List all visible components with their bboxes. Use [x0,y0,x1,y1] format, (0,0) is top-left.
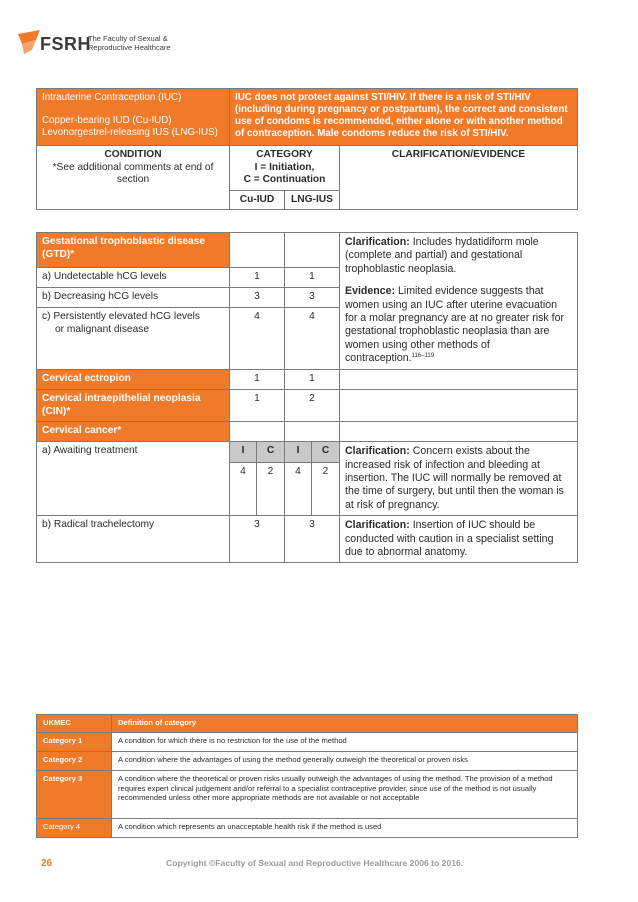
gtd-c-lng: 4 [285,308,340,370]
legend-def4: A condition which represents an unacceptable health risk if the method is used [112,819,578,838]
cancer-a-h-i1: I [230,442,257,463]
condition-note: *See additional comments at end of section [52,161,214,186]
cancer-a-clarification [340,442,578,516]
gtd-b-lng: 3 [285,288,340,308]
cancer-a-lng-i: 4 [285,462,312,515]
legend-cat1: Category 1 [37,733,112,752]
method-cell [37,89,230,146]
gtd-a-label: a) Undetectable hCG levels [37,268,230,288]
legend-def2: A condition where the advantages of using the method generally outweigh the theoretical or proven risks [112,752,578,771]
legend-h1: UKMEC [37,715,112,733]
conditions-table [36,232,578,563]
warning-cell: IUC does not protect against STI/HIV. If there is a risk of STI/HIV (including during pregnancy or postpartum), the correct and consistent use of condoms is recommended, either alone or with another method of contraception. Male condoms reduce the risk of STI/HIV. [230,89,578,146]
legend-cat2: Category 2 [37,752,112,771]
page-number: 26 [41,858,53,869]
cin-title: Cervical intraepithelial neoplasia (CIN)* [37,390,230,422]
cancer-b-clarification [340,516,578,563]
cancer-b-clar-label: Clarification: [345,519,410,532]
category-header [230,146,340,191]
method-line-2: Copper-bearing IUD (Cu-IUD) [42,115,172,126]
cancer-a-cu-c: 2 [257,462,285,515]
cancer-title-clar [340,422,578,442]
category-initiation: I = Initiation, [254,161,315,173]
cancer-b-label: b) Radical trachelectomy [37,516,230,563]
ectropion-title: Cervical ectropion [37,370,230,390]
cancer-a-label: a) Awaiting treatment [37,442,230,516]
logo-text: FSRH [40,34,91,54]
gtd-evid-label: Evidence: [345,285,396,298]
gtd-b-label: b) Decreasing hCG levels [37,288,230,308]
cancer-a-h-c2: C [312,442,340,463]
category-continuation: C = Continuation [243,174,326,186]
legend-def1: A condition for which there is no restriction for the use of the method [112,733,578,752]
gtd-a-cu: 1 [230,268,285,288]
cancer-a-h-c1: C [257,442,285,463]
legend-cat4: Category 4 [37,819,112,838]
category-label: CATEGORY [256,149,313,160]
gtd-c-line-1: c) Persistently elevated hCG levels [42,311,200,322]
cancer-b-cu: 3 [230,516,285,563]
method-line-3: Levonorgestrel-releasing IUS (LNG-IUS) [42,127,218,138]
col-cu-iud: Cu-IUD [230,190,285,210]
condition-label: CONDITION [104,149,162,160]
cancer-a-lng-c: 2 [312,462,340,515]
method-title: Intrauterine Contraception (IUC) [42,92,182,103]
clarification-header: CLARIFICATION/EVIDENCE [340,146,578,210]
gtd-evid-text: Limited evidence suggests that women using an IUC after uterine evacuation for a molar pregnancy are at no greater risk for gestational trophoblastic neoplasia than are women using other methods of contraception. [345,285,565,365]
header-table [36,88,578,210]
ectropion-lng: 1 [285,370,340,390]
cancer-a-cu-i: 4 [230,462,257,515]
col-lng-ius: LNG-IUS [285,190,340,210]
gtd-title: Gestational trophoblastic disease (GTD)* [37,233,230,268]
gtd-a-lng: 1 [285,268,340,288]
gtd-c-label [37,308,230,370]
ectropion-cu: 1 [230,370,285,390]
gtd-c-cu: 4 [230,308,285,370]
gtd-b-cu: 3 [230,288,285,308]
copyright: Copyright ©Faculty of Sexual and Reproductive Healthcare 2006 to 2016. [166,858,464,868]
cancer-a-clar-label: Clarification: [345,445,410,458]
cancer-b-clar-text: Insertion of IUC should be conducted with caution in a specialist setting due to abnormal anatomy. [345,519,554,559]
legend-def3: A condition where the theoretical or proven risks usually outweigh the advantages of using the method. The provision of a method requires expert clinical judgement and/or referral to a specialist contraceptive provider, since use of the method is not usually recommended unless other more appropriate methods are not available or not acceptable [112,771,578,819]
legend-table [36,714,578,838]
cin-clar [340,390,578,422]
cancer-b-lng: 3 [285,516,340,563]
cancer-title-cu [230,422,285,442]
cin-cu: 1 [230,390,285,422]
gtd-clar-label: Clarification: [345,236,410,248]
cancer-title-lng [285,422,340,442]
gtd-ref: 116–119 [411,353,435,360]
gtd-c-line-2: or malignant disease [55,323,150,335]
logo-line-1: The Faculty of Sexual & [88,34,168,43]
ectropion-clar [340,370,578,390]
cancer-title: Cervical cancer* [37,422,230,442]
legend-h2: Definition of category [112,715,578,733]
gtd-title-cu [230,233,285,268]
legend-cat3: Category 3 [37,771,112,819]
gtd-clar-text: Includes hydatidiform mole (complete and partial) and gestational trophoblastic neoplasia. [345,236,539,275]
gtd-clarification [340,233,578,370]
logo-line-2: Reproductive Healthcare [88,43,171,52]
cancer-a-clar-text: Concern exists about the increased risk of infection and bleeding at insertion. The IUC will normally be removed at the time of surgery, but until then the woman is at risk of pregnancy. [345,445,564,511]
gtd-title-lng [285,233,340,268]
cin-lng: 2 [285,390,340,422]
cancer-a-h-i2: I [285,442,312,463]
condition-header [37,146,230,210]
logo-subtitle [88,34,171,52]
